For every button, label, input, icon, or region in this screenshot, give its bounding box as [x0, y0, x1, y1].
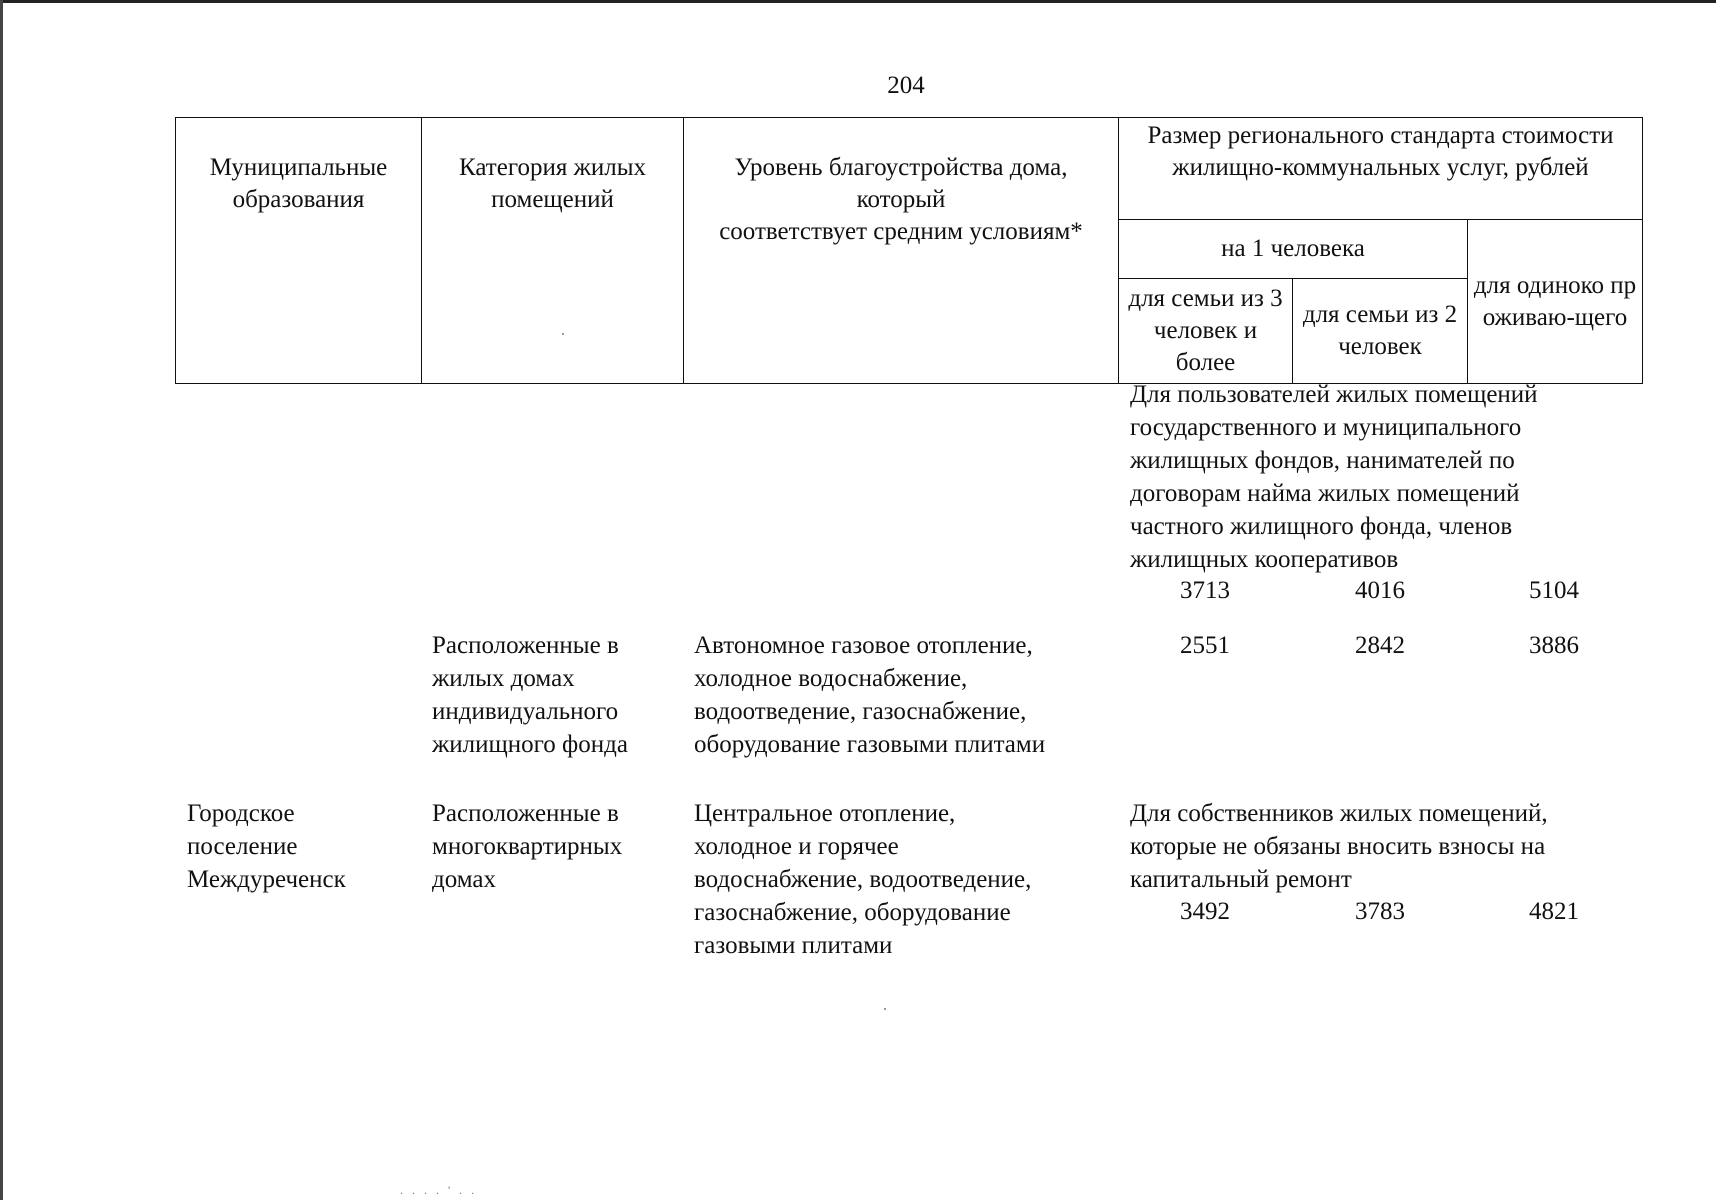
- header-single: для одиноко проживаю-щего: [1468, 220, 1643, 384]
- value-family2-row2: 2842: [1355, 632, 1405, 659]
- scan-border-top: [0, 0, 1716, 3]
- value-family2-row1: 4016: [1355, 577, 1405, 604]
- header-category: Категория жилых помещений: [422, 118, 684, 384]
- header-family2: для семьи из 2 человек: [1293, 279, 1468, 384]
- scan-specks: . . . . ' . .: [400, 1183, 478, 1197]
- value-single-row1: 5104: [1529, 577, 1579, 604]
- category-apartment-buildings: Расположенные в многоквартирных домах: [432, 800, 623, 893]
- header-size: Размер регионального стандарта стоимости жилищно-коммунальных услуг, рублей: [1119, 118, 1643, 220]
- scan-speck: [884, 1008, 886, 1010]
- header-level: Уровень благоустройства дома, который соответствует средним условиям*: [684, 118, 1119, 384]
- category-individual-houses: Расположенные в жилых домах индивидуального жилищного фонда: [432, 632, 628, 758]
- header-family3: для семьи из 3 человек и более: [1119, 279, 1293, 384]
- scan-speck: [562, 333, 564, 335]
- value-family3-row2: 2551: [1180, 632, 1230, 659]
- page-number: 204: [887, 72, 925, 99]
- value-family3-row1: 3713: [1180, 577, 1230, 604]
- note-state-fund: Для пользователей жилых помещений государственного и муниципального жилищных фондов, нанимателей по договорам найма жилых помещений частного жилищного фонда, членов жилищных кооперативов: [1130, 381, 1538, 573]
- value-single-row2: 3886: [1529, 632, 1579, 659]
- value-single-row3: 4821: [1529, 898, 1579, 925]
- scan-border-left: [0, 0, 3, 1200]
- level-central-heating: Центральное отопление, холодное и горячее водоснабжение, водоотведение, газоснабжение, оборудование газовыми плитами: [694, 800, 1032, 959]
- municipal-mezhdurechensk: Городское поселение Междуреченск: [187, 800, 346, 893]
- value-family2-row3: 3783: [1355, 898, 1405, 925]
- level-autonomous-gas: Автономное газовое отопление, холодное водоснабжение, водоотведение, газоснабжение, оборудование газовыми плитами: [694, 632, 1046, 758]
- table-header: [175, 117, 1643, 384]
- header-per-person: на 1 человека: [1119, 220, 1468, 279]
- note-owners-no-capital-repair: Для собственников жилых помещений, которые не обязаны вносить взносы на капитальный ремонт: [1130, 800, 1548, 893]
- header-municipal: Муниципальные образования: [176, 118, 422, 384]
- value-family3-row3: 3492: [1180, 898, 1230, 925]
